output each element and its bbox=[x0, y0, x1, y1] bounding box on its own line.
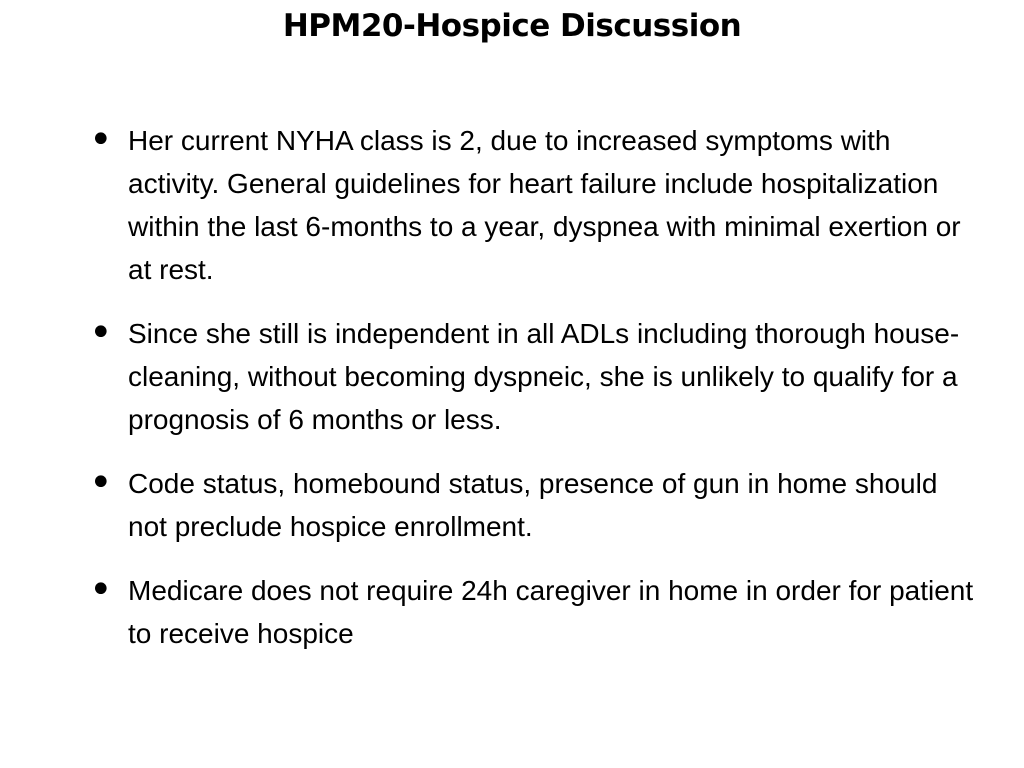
bullet-dot-icon: • bbox=[89, 117, 113, 163]
bullet-text: Medicare does not require 24h caregiver in home in order for patient to receive hospice bbox=[128, 575, 974, 649]
bullet-dot-icon: • bbox=[89, 310, 113, 356]
bullet-list bbox=[0, 119, 1024, 676]
bullet-item-medicare bbox=[0, 569, 1024, 655]
bullet-item-code-status bbox=[0, 462, 1024, 548]
bullet-text: Code status, homebound status, presence of gun in home should not preclude hospice enrollment. bbox=[128, 468, 938, 542]
bullet-text: Her current NYHA class is 2, due to increased symptoms with activity. General guidelines for heart failure include hospitalization within the last 6-months to a year, dyspnea with minimal exertion or at rest. bbox=[128, 125, 961, 285]
slide-title: HPM20-Hospice Discussion bbox=[282, 8, 742, 44]
bullet-item-nyha-class bbox=[0, 119, 1024, 291]
bullet-dot-icon: • bbox=[89, 460, 113, 506]
bullet-text: Since she still is independent in all ADLs including thorough house-cleaning, without becoming dyspneic, she is unlikely to qualify for a prognosis of 6 months or less. bbox=[128, 318, 960, 435]
bullet-dot-icon: • bbox=[89, 567, 113, 613]
bullet-item-independence bbox=[0, 312, 1024, 441]
